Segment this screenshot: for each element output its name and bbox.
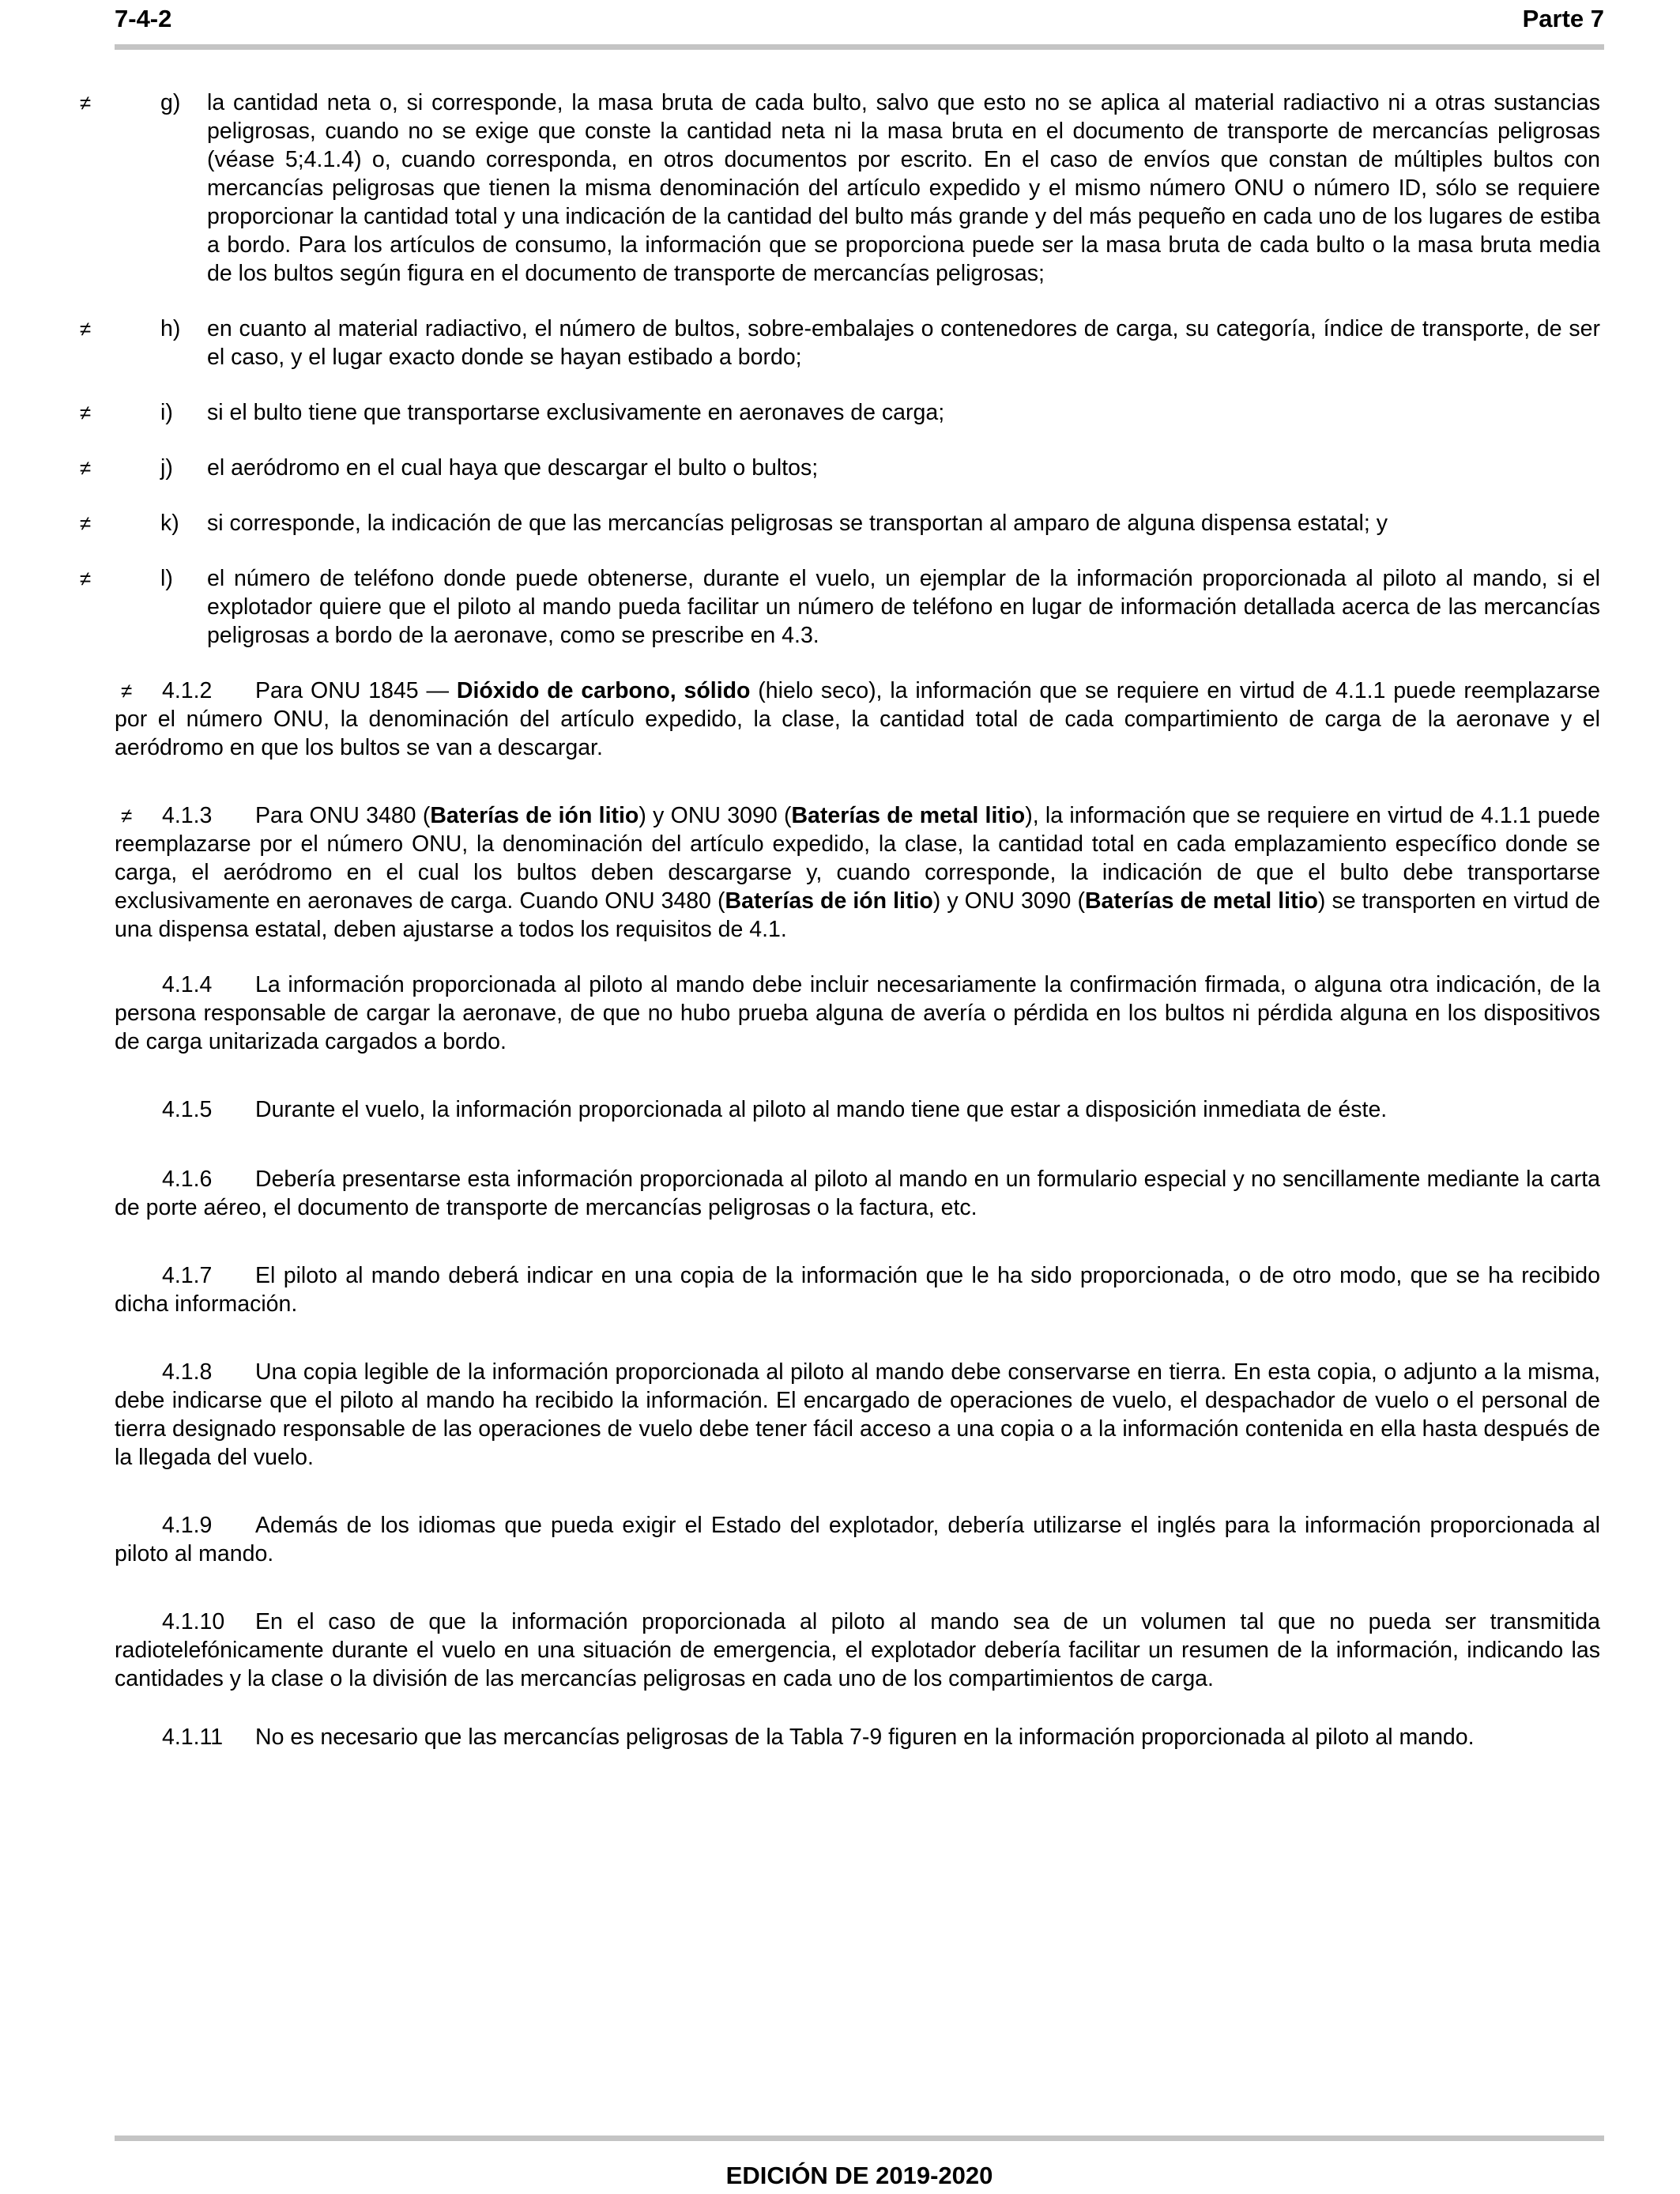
paragraph-4-1-11 [115, 1723, 1600, 1751]
change-mark-icon: ≠ [79, 91, 92, 115]
paragraph-number: 4.1.11 [162, 1725, 224, 1750]
change-mark-icon: ≠ [79, 401, 92, 424]
paragraph-text: Además de los idiomas que pueda exigir el Estado del explotador, debería utilizarse el inglés para la información proporcionada al piloto al mando. [115, 1513, 1600, 1566]
paragraph-text: Para ONU 1845 — [255, 678, 457, 703]
document-body [79, 89, 1600, 1778]
bold-term: Baterías de metal litio [791, 803, 1026, 828]
change-mark-icon: ≠ [79, 317, 92, 341]
paragraph-number: 4.1.4 [162, 972, 213, 997]
paragraph-number: 4.1.6 [162, 1167, 213, 1192]
header-rule [115, 44, 1604, 50]
paragraph-number: 4.1.7 [162, 1263, 213, 1288]
change-mark-icon: ≠ [121, 679, 133, 703]
item-letter: j) [160, 455, 173, 481]
paragraph-4-1-2 [115, 677, 1600, 762]
paragraph-4-1-10 [115, 1608, 1600, 1693]
paragraph-4-1-3 [115, 801, 1600, 944]
change-mark-icon: ≠ [121, 804, 133, 827]
list-item-h [79, 315, 1600, 371]
list-item-j [79, 454, 1600, 482]
change-mark-icon: ≠ [79, 511, 92, 535]
item-text: el número de teléfono donde puede obtenerse, durante el vuelo, un ejemplar de la información proporcionada al piloto al mando, si el explotador quiere que el piloto al mando pueda facilitar un número de teléfono en lugar de información detallada acerca de las mercancías peligrosas a bordo de la aeronave, como se prescribe en 4.3. [207, 566, 1600, 648]
paragraph-text: El piloto al mando deberá indicar en una copia de la información que le ha sido proporcionada, o de otro modo, que se ha recibido dicha información. [115, 1263, 1600, 1317]
edition-footer: EDICIÓN DE 2019-2020 [725, 2162, 993, 2189]
item-text: si corresponde, la indicación de que las mercancías peligrosas se transportan al amparo de alguna dispensa estatal; y [207, 511, 1388, 536]
bold-term: Dióxido de carbono, sólido [456, 678, 751, 703]
paragraph-number: 4.1.5 [162, 1097, 213, 1122]
paragraph-text: (hielo seco), la información que se requiere en virtud de 4.1.1 puede reemplazarse por el número ONU, la denominación del artículo expedido, la clase, la cantidad total de cada compartimiento de carga de la aeronave y el aeródromo en que los bultos se van a descargar. [115, 678, 1600, 760]
footer-rule [115, 2136, 1604, 2141]
paragraph-number: 4.1.8 [162, 1359, 213, 1385]
paragraph-4-1-4 [115, 971, 1600, 1056]
paragraph-4-1-8 [115, 1358, 1600, 1472]
paragraph-text: ) y ONU 3090 ( [932, 888, 1085, 914]
part-label: Parte 7 [1522, 5, 1604, 32]
paragraph-number: 4.1.10 [162, 1609, 225, 1634]
paragraph-number: 4.1.3 [162, 803, 213, 828]
item-text: en cuanto al material radiactivo, el número de bultos, sobre-embalajes o contenedores de carga, su categoría, índice de transporte, de ser el caso, y el lugar exacto donde se hayan estibado a bordo; [207, 316, 1600, 370]
item-text: si el bulto tiene que transportarse exclusivamente en aeronaves de carga; [207, 400, 945, 425]
change-mark-icon: ≠ [79, 567, 92, 590]
paragraph-4-1-5 [115, 1095, 1600, 1124]
paragraph-number: 4.1.9 [162, 1513, 213, 1538]
paragraph-text: Debería presentarse esta información proporcionada al piloto al mando en un formulario especial y no sencillamente mediante la carta de porte aéreo, el documento de transporte de mercancías peligrosas o la factura, etc. [115, 1167, 1600, 1220]
page-header [115, 3, 1604, 35]
paragraph-text: ) se transporten en virtud de una dispensa estatal, deben ajustarse a todos los requisitos de 4.1. [115, 888, 1600, 942]
item-letter: h) [160, 316, 181, 341]
bold-term: Baterías de ión litio [430, 803, 639, 828]
list-item-l [79, 564, 1600, 650]
list-item-k [79, 509, 1600, 537]
paragraph-text: En el caso de que la información proporcionada al piloto al mando sea de un volumen tal que no pueda ser transmitida radiotelefónicamente durante el vuelo en una situación de emergencia, el explotador debería facilitar un resumen de la información, indicando las cantidades y la clase o la división de las mercancías peligrosas en cada uno de los compartimientos de carga. [115, 1609, 1600, 1691]
paragraph-text: ) y ONU 3090 ( [638, 803, 792, 828]
item-letter: k) [160, 511, 179, 536]
bold-term: Baterías de metal litio [1084, 888, 1318, 914]
item-letter: i) [160, 400, 173, 425]
paragraph-text: No es necesario que las mercancías peligrosas de la Tabla 7-9 figuren en la información proporcionada al piloto al mando. [255, 1725, 1475, 1750]
paragraph-text: Una copia legible de la información proporcionada al piloto al mando debe conservarse en tierra. En esta copia, o adjunto a la misma, debe indicarse que el piloto al mando ha recibido la información. El encargado de operaciones de vuelo, el despachador de vuelo o el personal de tierra designado responsable de las operaciones de vuelo debe tener fácil acceso a una copia o a la información contenida en ella hasta después de la llegada del vuelo. [115, 1359, 1600, 1470]
paragraph-text: Durante el vuelo, la información proporcionada al piloto al mando tiene que estar a disposición inmediata de éste. [255, 1097, 1388, 1122]
paragraph-4-1-7 [115, 1261, 1600, 1318]
paragraph-text: ), la información que se requiere en virtud de 4.1.1 puede reemplazarse por el número ONU, la denominación del artículo expedido, la clase, la cantidad total en cada emplazamiento específico donde se carga, el aeródromo en el cual los bultos deben descargarse y, cuando corresponde, la indicación de que el bulto debe transportarse exclusivamente en aeronaves de carga. Cuando ONU 3480 ( [115, 803, 1600, 914]
item-letter: l) [160, 566, 173, 591]
item-letter: g) [160, 90, 181, 115]
paragraph-text: La información proporcionada al piloto al mando debe incluir necesariamente la confirmación firmada, o alguna otra indicación, de la persona responsable de cargar la aeronave, de que no hubo prueba alguna de avería o pérdida en los bultos ni pérdida alguna en los dispositivos de carga unitarizada cargados a bordo. [115, 972, 1600, 1054]
list-item-i [79, 398, 1600, 427]
page-number: 7-4-2 [115, 5, 172, 32]
change-mark-icon: ≠ [79, 456, 92, 480]
list-item-g [79, 89, 1600, 288]
paragraph-4-1-9 [115, 1511, 1600, 1568]
item-text: el aeródromo en el cual haya que descargar el bulto o bultos; [207, 455, 819, 481]
item-text: la cantidad neta o, si corresponde, la masa bruta de cada bulto, salvo que esto no se aplica al material radiactivo ni a otras sustancias peligrosas, cuando no se exige que conste la cantidad neta ni la masa bruta en el documento de transporte de mercancías peligrosas (véase 5;4.1.4) o, cuando corresponda, en otros documentos por escrito. En el caso de envíos que constan de múltiples bultos con mercancías peligrosas que tienen la misma denominación del artículo expedido y el mismo número ONU o número ID, sólo se requiere proporcionar la cantidad total y una indicación de la cantidad del bulto más grande y del más pequeño en cada uno de los lugares de estiba a bordo. Para los artículos de consumo, la información que se proporciona puede ser la masa bruta de cada bulto o la masa bruta media de los bultos según figura en el documento de transporte de mercancías peligrosas; [207, 90, 1600, 286]
paragraph-4-1-6 [115, 1165, 1600, 1222]
paragraph-text: Para ONU 3480 ( [255, 803, 431, 828]
bold-term: Baterías de ión litio [725, 888, 933, 914]
paragraph-number: 4.1.2 [162, 678, 213, 703]
